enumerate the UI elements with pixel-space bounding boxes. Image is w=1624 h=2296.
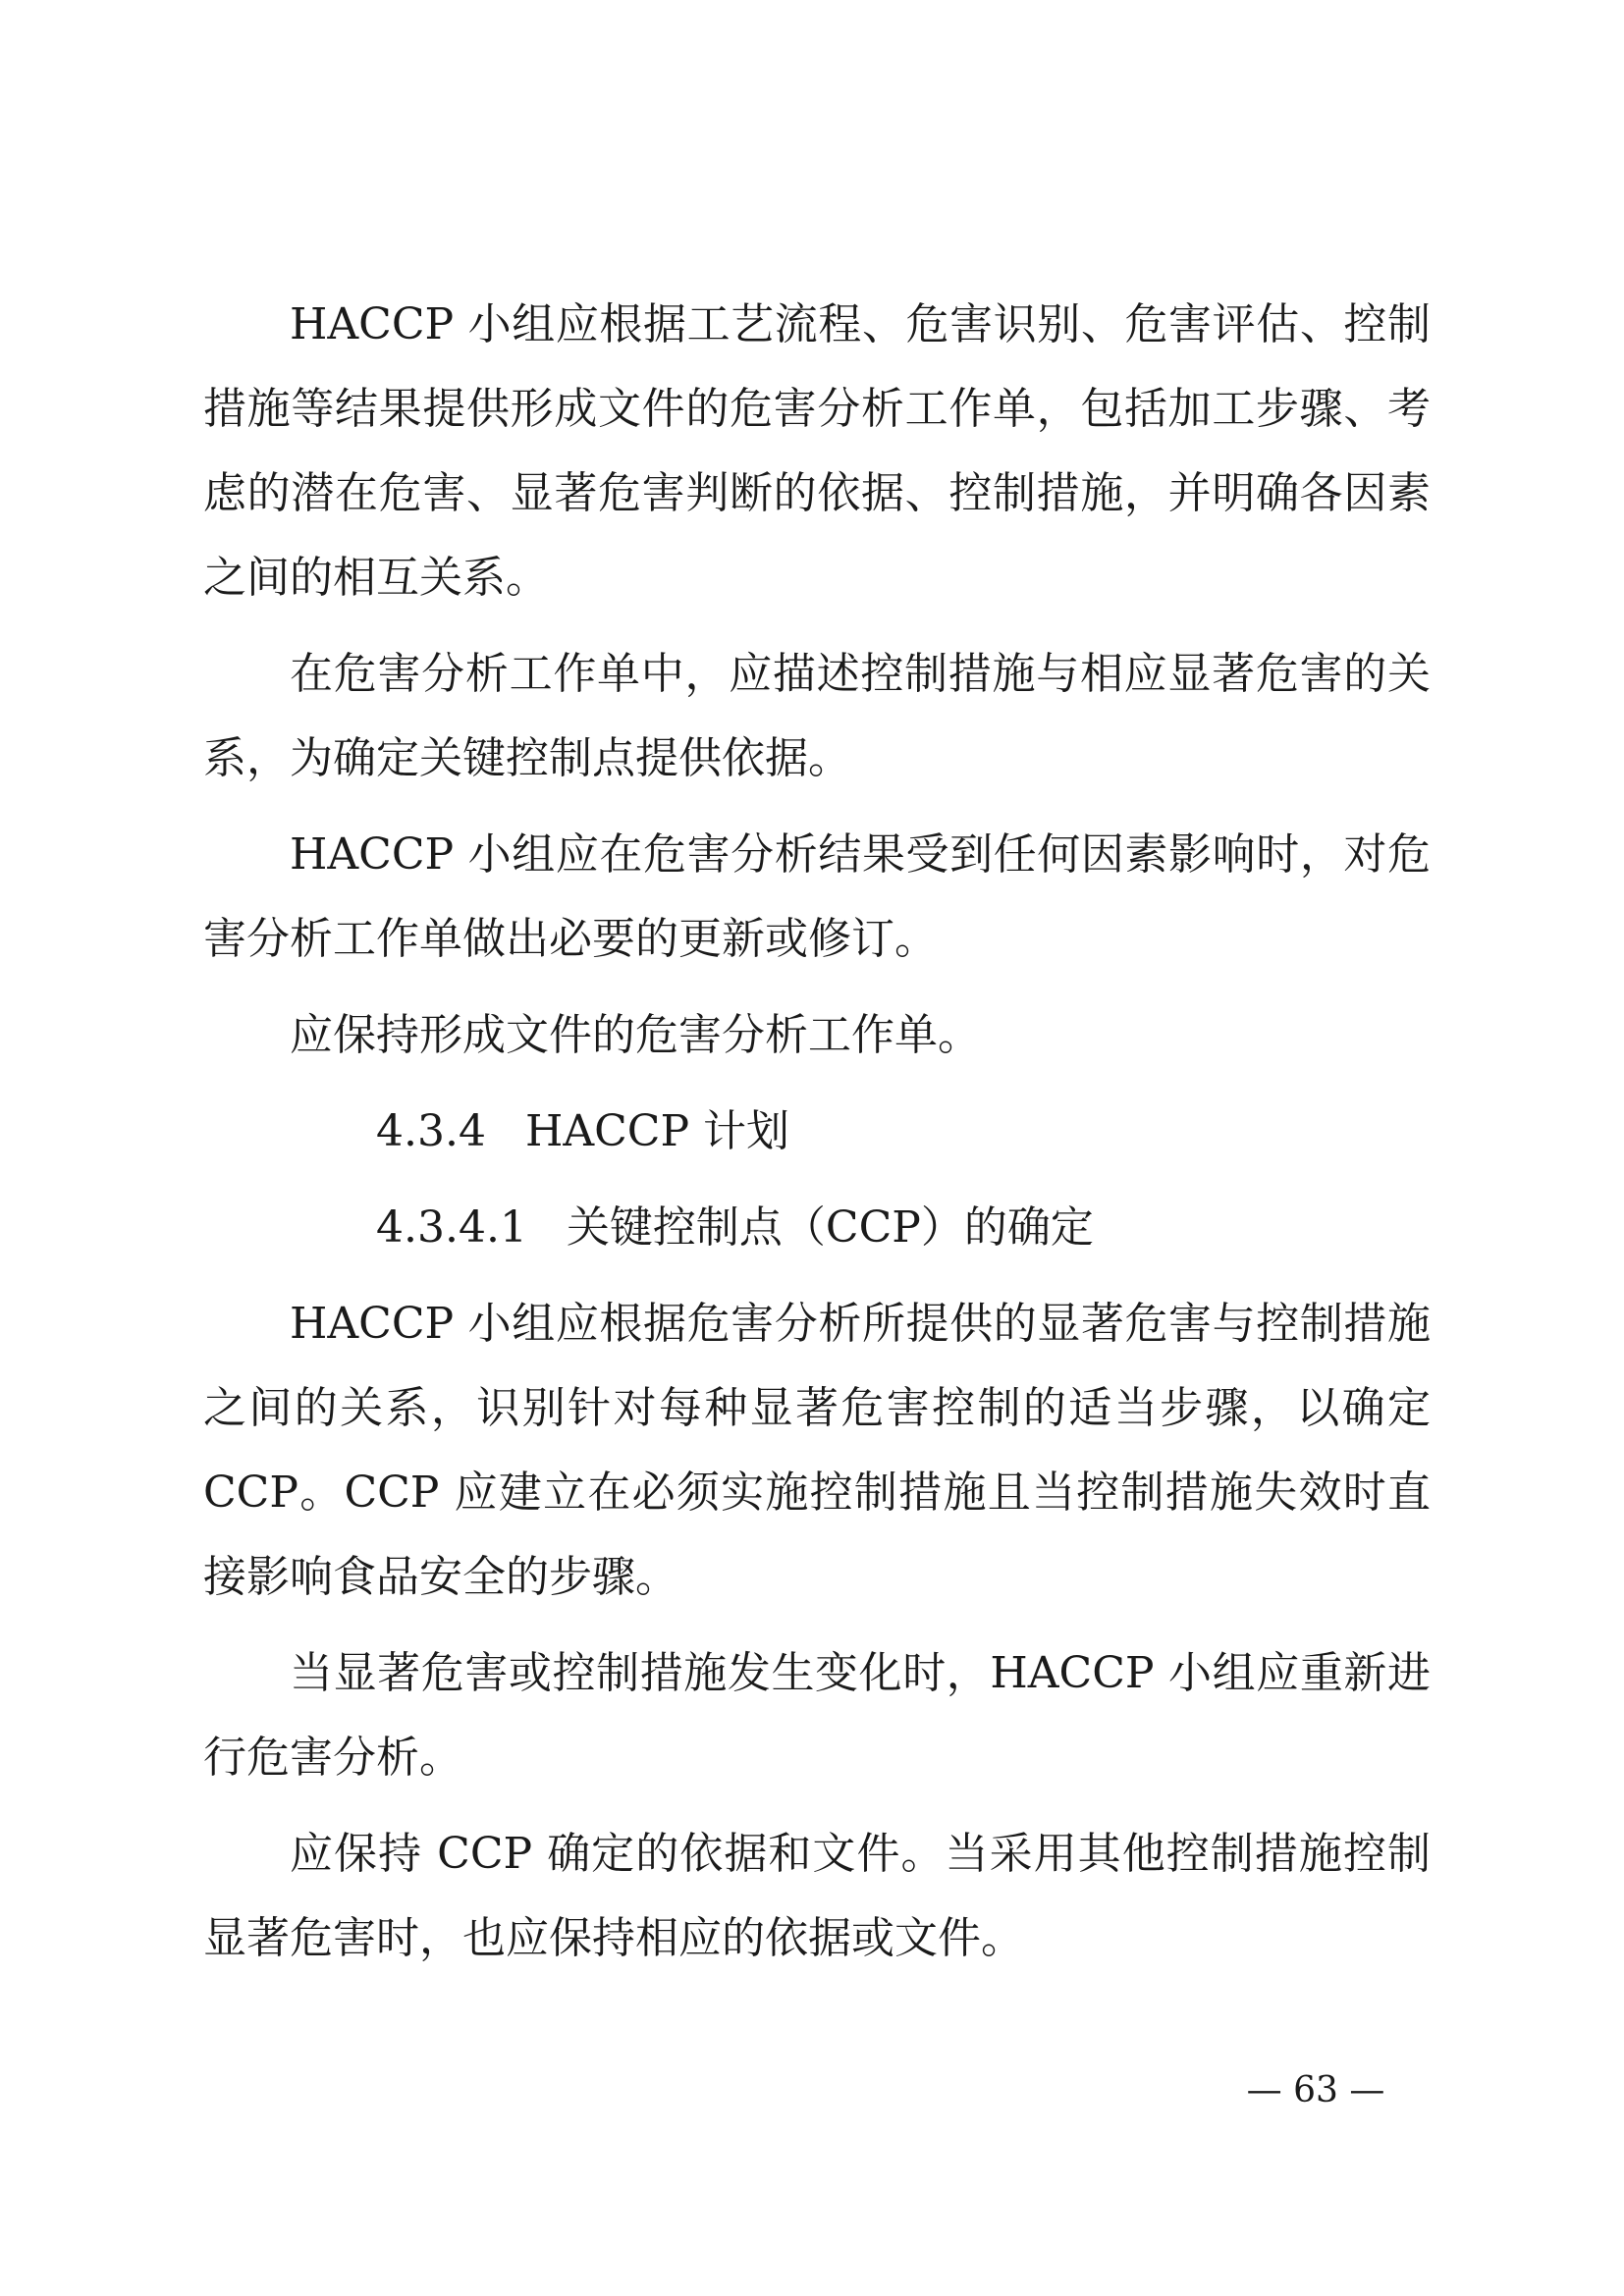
paragraph-identify-ccp: HACCP 小组应根据危害分析所提供的显著危害与控制措施之间的关系，识别针对每种显著危害控制的适当步骤，以确定 CCP。CCP 应建立在必须实施控制措施且当控制措施失效时直接影响食品安全的步骤。 (203, 1299, 1431, 1602)
section-heading-4-3-4-1 (203, 1186, 1431, 1270)
paragraph-keep-ccp-basis: 应保持 CCP 确定的依据和文件。当采用其他控制措施控制显著危害时，也应保持相应的依据或文件。 (203, 1829, 1431, 1963)
paragraph-reanalysis: 当显著危害或控制措施发生变化时，HACCP 小组应重新进行危害分析。 (203, 1648, 1431, 1783)
paragraph-worksheet-update: HACCP 小组应在危害分析结果受到任何因素影响时，对危害分析工作单做出必要的更新或修订。 (203, 829, 1431, 964)
section-heading-4-3-4 (203, 1090, 1431, 1174)
body-text (203, 283, 1431, 1981)
section-title: HACCP 计划 (524, 1106, 790, 1156)
paragraph-hazard-worksheet: HACCP 小组应根据工艺流程、危害识别、危害评估、控制措施等结果提供形成文件的危害分析工作单，包括加工步骤、考虑的潜在危害、显著危害判断的依据、控制措施，并明确各因素之间的相互关系。 (203, 299, 1431, 603)
subsection-number: 4.3.4.1 (376, 1202, 527, 1253)
section-number: 4.3.4 (376, 1106, 486, 1156)
paragraph-keep-worksheet: 应保持形成文件的危害分析工作单。 (290, 1010, 981, 1060)
page-number: — 63 — (1246, 2070, 1385, 2110)
subsection-title: 关键控制点（CCP）的确定 (566, 1202, 1094, 1253)
paragraph-control-relationship: 在危害分析工作单中，应描述控制措施与相应显著危害的关系，为确定关键控制点提供依据。 (203, 649, 1431, 783)
